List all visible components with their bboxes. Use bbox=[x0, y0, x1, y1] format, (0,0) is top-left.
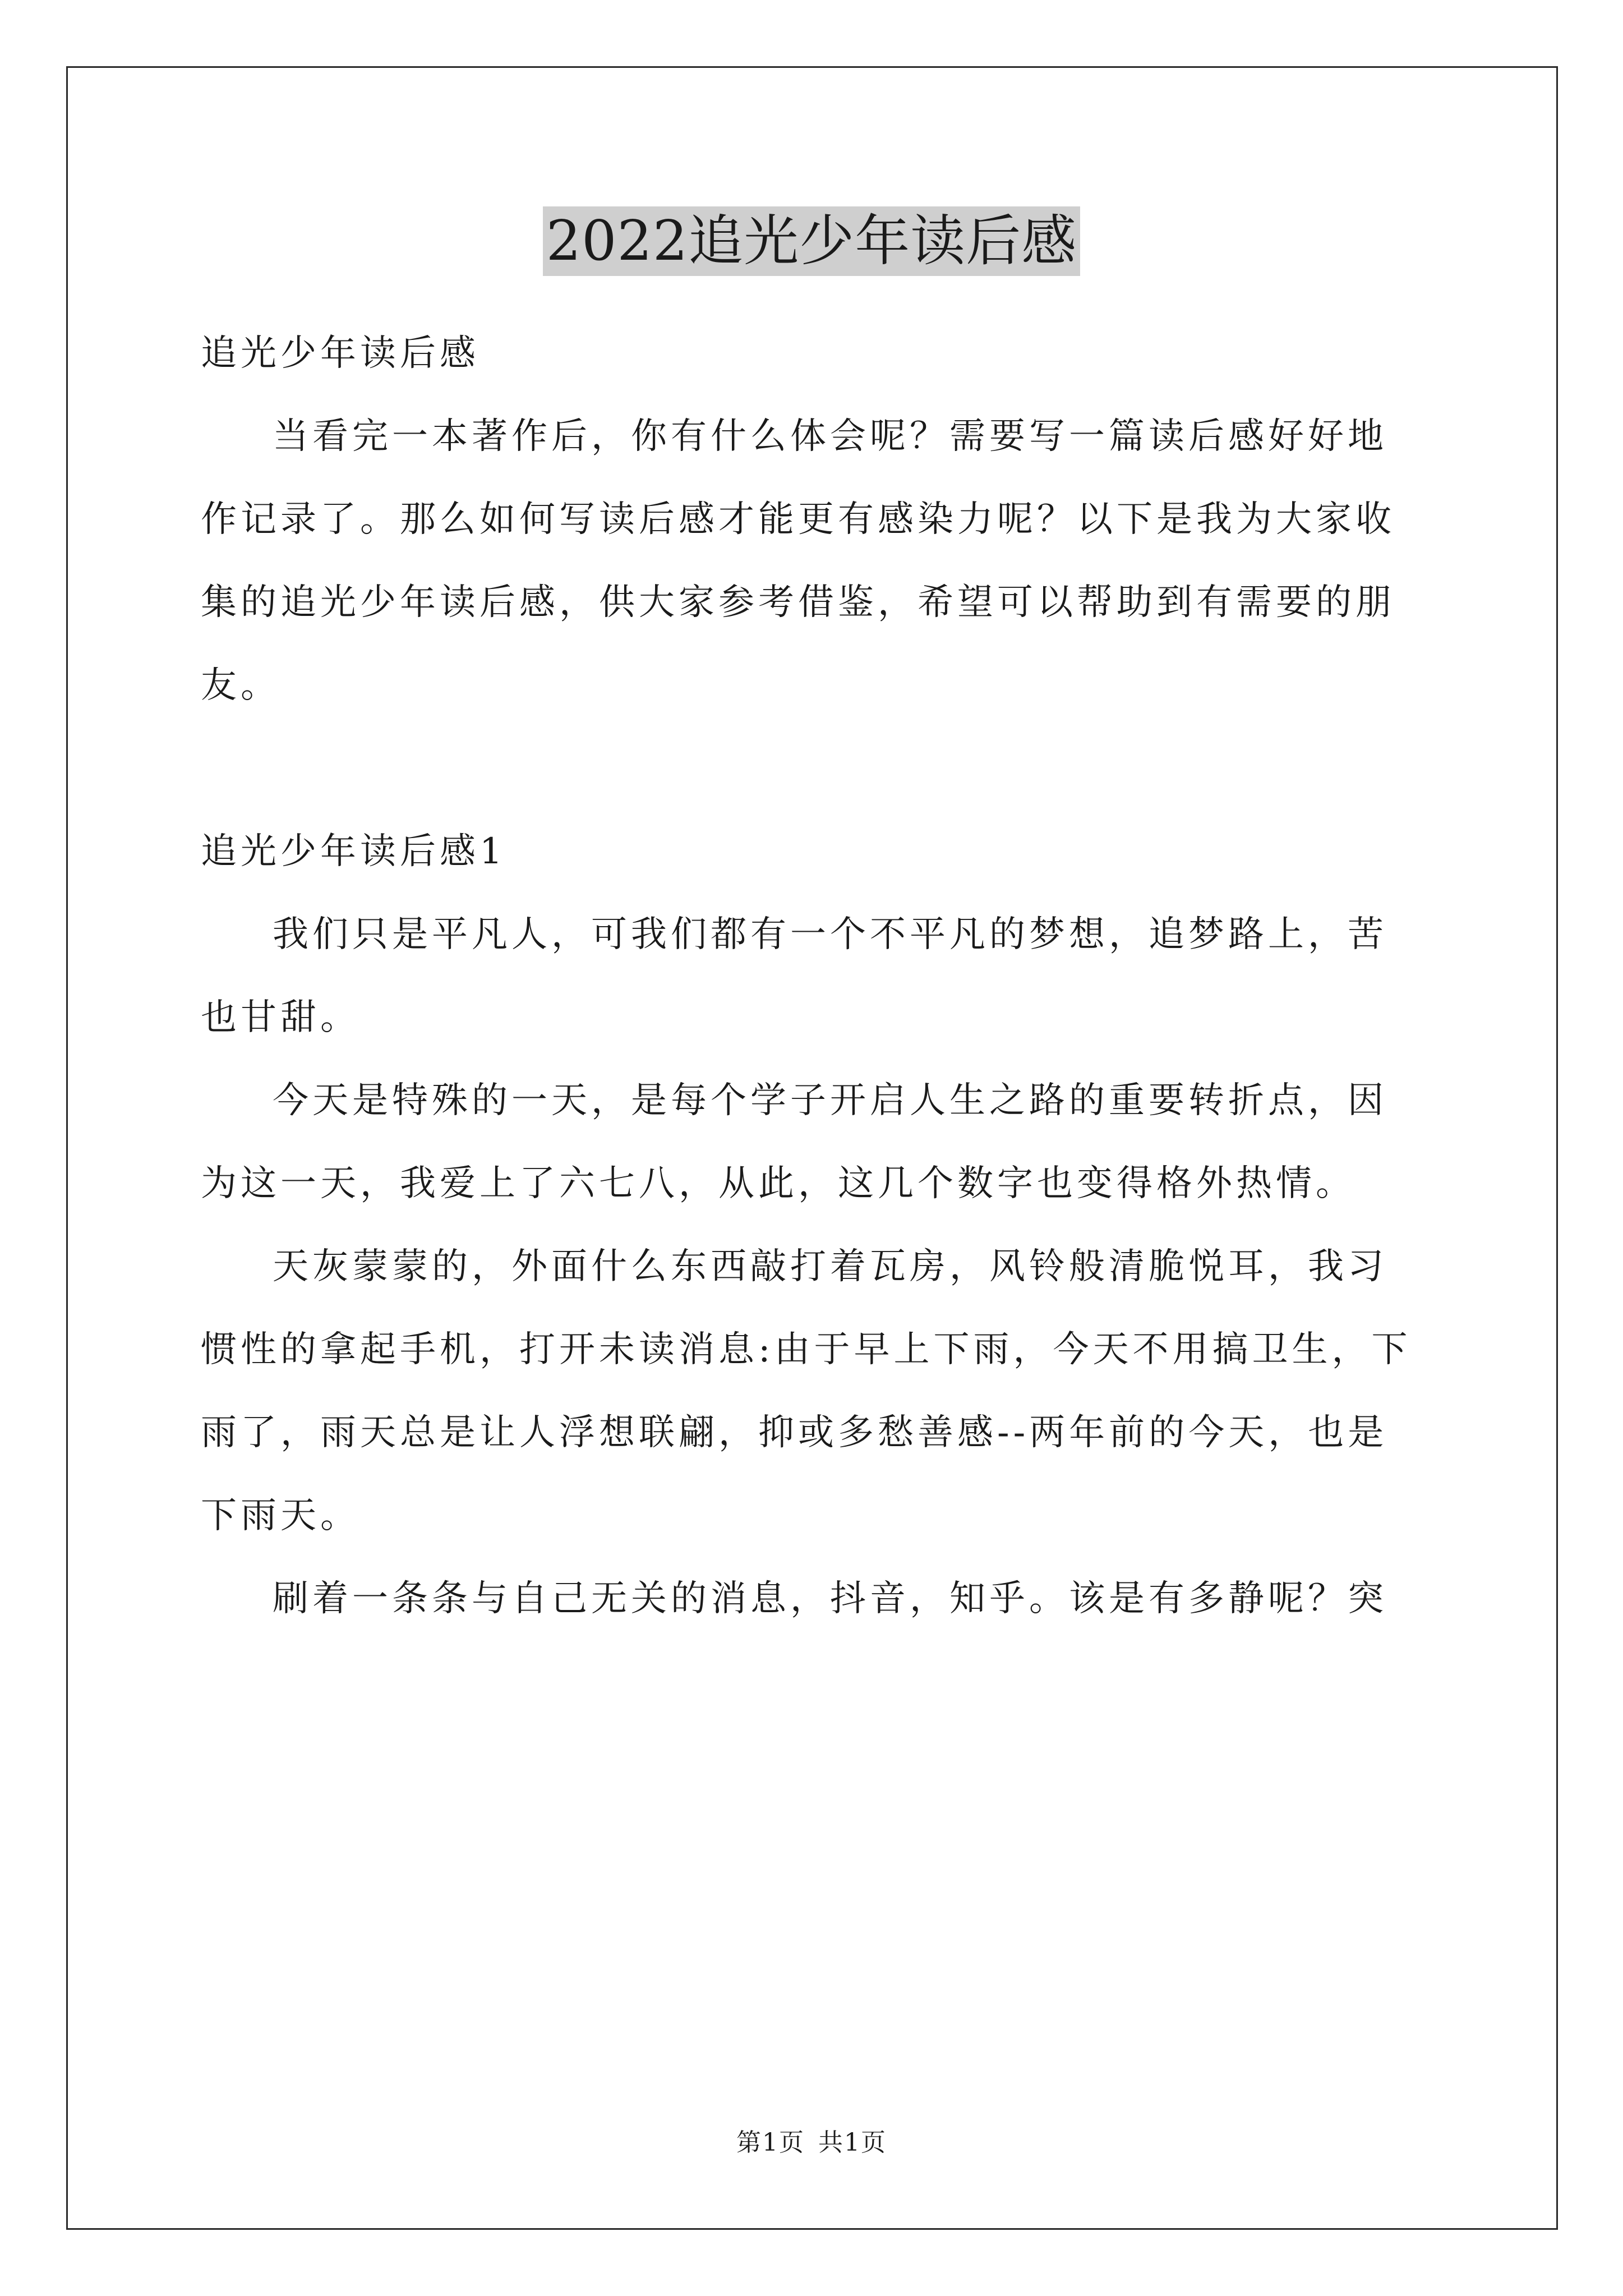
page-footer bbox=[0, 2126, 1623, 2160]
document-title: 2022追光少年读后感 bbox=[543, 206, 1080, 276]
section-heading: 追光少年读后感1 bbox=[201, 831, 506, 872]
body-paragraph: 我们只是平凡人，可我们都有一个不平凡的梦想，追梦路上，苦也甘甜。 bbox=[201, 914, 1387, 1038]
body-paragraph: 刷着一条条与自己无关的消息，抖音，知乎。该是有多静呢？突 bbox=[273, 1578, 1387, 1619]
body-paragraph: 天灰蒙蒙的，外面什么东西敲打着瓦房，风铃般清脆悦耳，我习惯性的拿起手机，打开未读消息:由于早上下雨，今天不用搞卫生，下雨了，雨天总是让人浮想联翩，抑或多愁善感--两年前的今天，也是下雨天。 bbox=[201, 1246, 1412, 1536]
body-paragraph: 今天是特殊的一天，是每个学子开启人生之路的重要转折点，因为这一天，我爱上了六七八，从此，这几个数字也变得格外热情。 bbox=[201, 1080, 1387, 1204]
page-number: 第1页 bbox=[736, 2128, 805, 2157]
document-body bbox=[201, 312, 1427, 1640]
title-container bbox=[0, 206, 1623, 276]
page-total: 共1页 bbox=[818, 2128, 887, 2157]
section-spacer bbox=[201, 727, 1427, 810]
document-subtitle: 追光少年读后感 bbox=[201, 333, 479, 374]
intro-paragraph: 当看完一本著作后，你有什么体会呢？需要写一篇读后感好好地作记录了。那么如何写读后感才能更有感染力呢？以下是我为大家收集的追光少年读后感，供大家参考借鉴，希望可以帮助到有需要的朋友。 bbox=[201, 416, 1395, 706]
